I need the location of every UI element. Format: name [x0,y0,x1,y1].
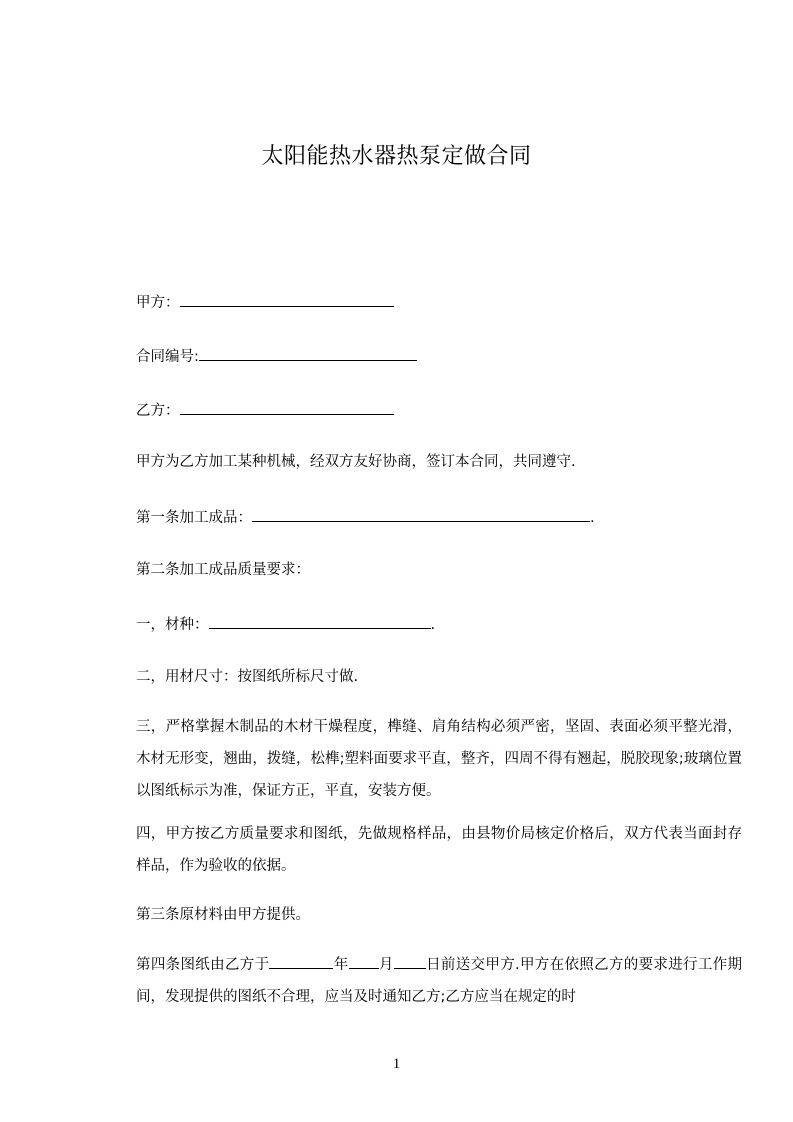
party-b-line [136,399,394,421]
item-1-blank [209,613,431,629]
article-4-paragraph [96,949,742,1013]
article-1-period: . [590,510,595,526]
page-number: 1 [392,1056,401,1072]
party-a-line [136,291,394,313]
year-label: 年 [333,957,349,973]
contract-number-label: 合同编号: [136,349,199,365]
month-label: 月 [378,957,394,973]
article-3-line: 第三条原材料由甲方提供。 [136,907,310,923]
article-4-rest: 日前送交甲方.甲方在依照乙方的要求进行工作期间，发现提供的图纸不合理，应当及时通知乙方;乙方应当在规定的时 [136,957,743,1005]
intro-line: 甲方为乙方加工某种机械，经双方友好协商，签订本合同，共同遵守. [136,454,576,470]
item-1-period: . [430,617,436,633]
contract-number-blank [199,345,417,361]
item-1-line [136,613,435,635]
party-a-label: 甲方： [136,295,180,311]
party-b-blank [180,399,394,415]
article-2-heading: 第二条加工成品质量要求： [136,562,310,578]
item-1-label: 一，材种： [136,617,209,633]
item-4-paragraph: 四，甲方按乙方质量要求和图纸，先做规格样品，由县物价局核定价格后，双方代表当面封存样品，作为验收的依据。 [136,826,742,874]
contract-number-line [136,345,417,367]
article-1-label: 第一条加工成品： [136,510,252,526]
item-3-paragraph: 三，严格掌握木制品的木材干燥程度，榫缝、肩角结构必须严密，坚固、表面必须平整光滑，木材无形变，翘曲，拨缝，松榫;塑料面要求平直，整齐，四周不得有翘起，脱胶现象;玻璃位置以图纸标示为准，保证方正，平直，安装方便。 [136,719,742,799]
month-blank [349,953,379,969]
article-4-start: 第四条图纸由乙方于 [136,957,270,973]
article-1-blank [252,506,590,522]
page-title: 太阳能热水器热泵定做合同 [261,144,532,169]
party-a-blank [180,291,394,307]
item-2-line: 二，用材尺寸：按图纸所标尺寸做. [136,669,359,685]
article-1-line [136,506,595,528]
party-b-label: 乙方： [136,403,180,419]
year-blank [269,953,333,969]
day-blank [394,953,426,969]
